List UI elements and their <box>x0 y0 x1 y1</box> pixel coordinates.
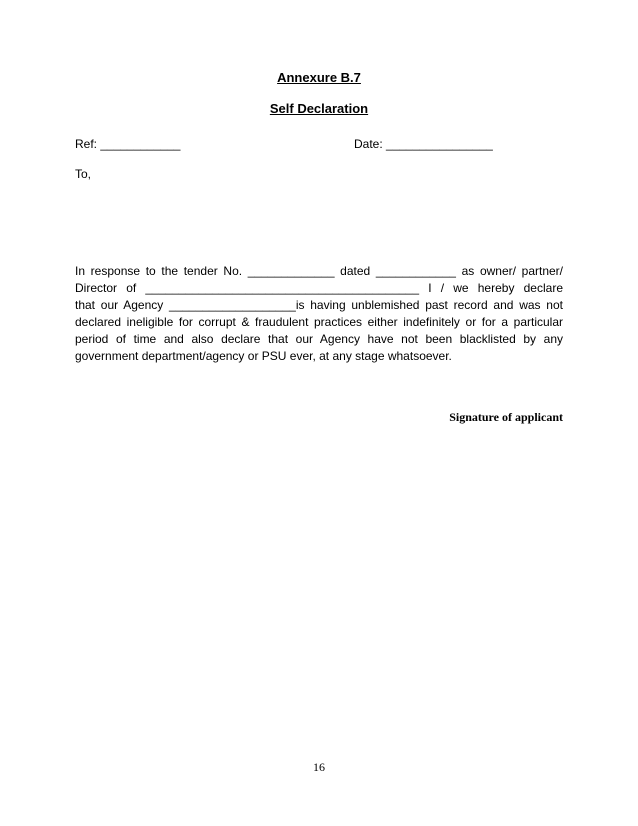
ref-field: Ref: ____________ <box>75 137 181 151</box>
date-field: Date: ________________ <box>354 137 493 151</box>
paragraph-line: that our Agency ___________________is having unblemished past record and was not <box>75 298 563 312</box>
paragraph-line: In response to the tender No. _____________ dated ____________ as owner/ partner/ <box>75 264 563 278</box>
page-number: 16 <box>313 760 325 774</box>
declaration-paragraph <box>75 263 563 365</box>
addressee-label: To, <box>75 167 92 181</box>
paragraph-line: Director of _________________________________________ I / we hereby declare <box>75 281 563 295</box>
paragraph-line: declared ineligible for corrupt & fraudulent practices either indefinitely or for a particular <box>75 315 563 329</box>
paragraph-line: government department/agency or PSU ever, at any stage whatsoever. <box>75 349 452 363</box>
signature-label: Signature of applicant <box>449 410 563 424</box>
paragraph-line: period of time and also declare that our Agency have not been blacklisted by any <box>75 332 563 346</box>
declaration-title: Self Declaration <box>269 101 369 116</box>
annexure-title: Annexure B.7 <box>277 70 361 85</box>
